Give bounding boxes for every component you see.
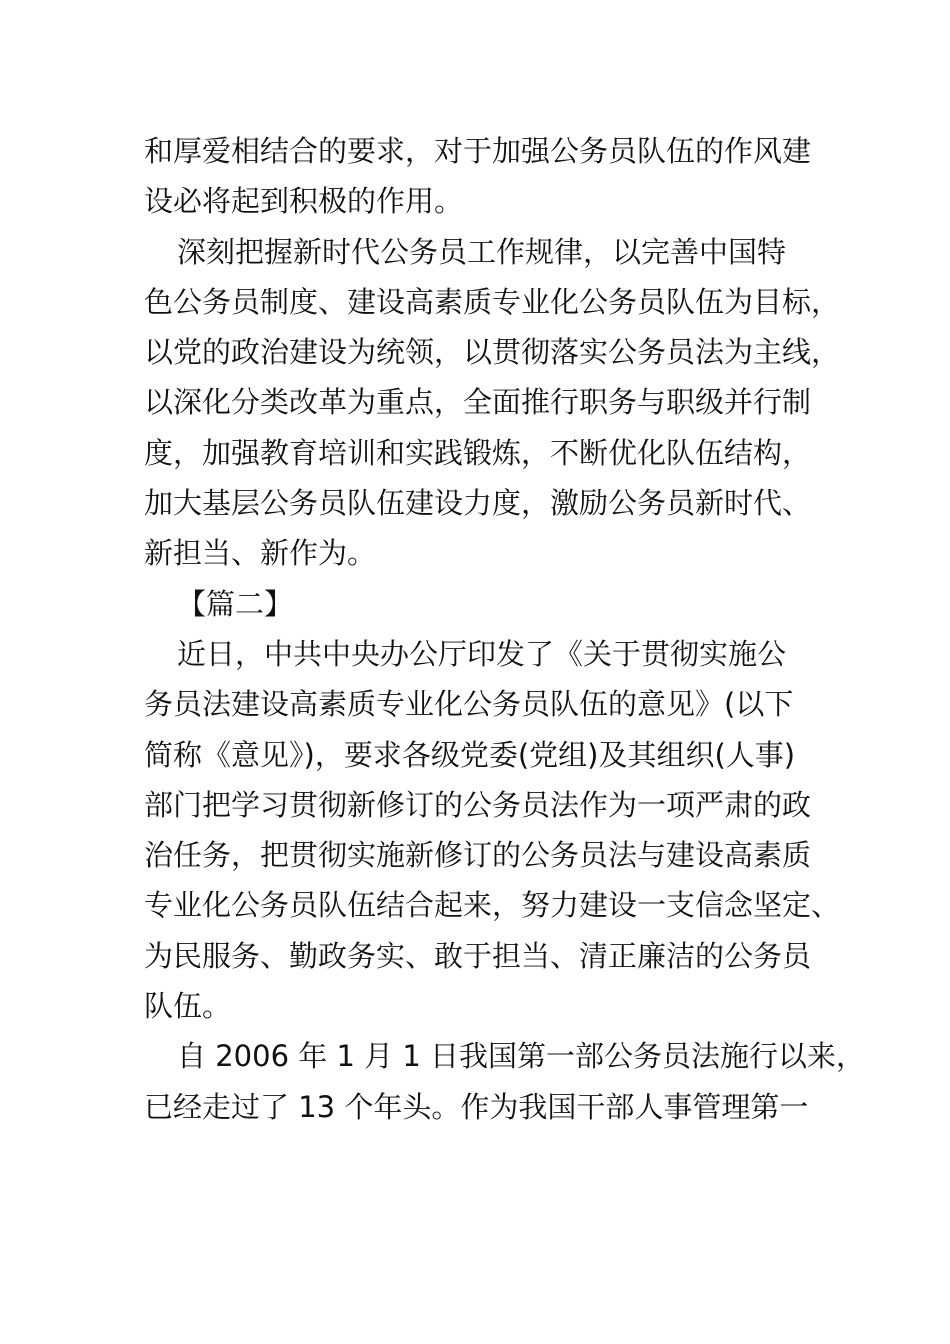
text-line: 为民服务、勤政务实、敢于担当、清正廉洁的公务员 — [144, 938, 812, 973]
text-line: 色公务员制度、建设高素质专业化公务员队伍为目标， — [144, 284, 841, 319]
paragraph-start-line: 自 2006 年 1 月 1 日我国第一部公务员法施行以来， — [177, 1039, 866, 1074]
section-heading: 【篇二】 — [177, 586, 294, 621]
text-line: 度，加强教育培训和实践锻炼，不断优化队伍结构， — [144, 435, 812, 470]
paragraph-start-line: 深刻把握新时代公务员工作规律，以完善中国特 — [177, 234, 787, 269]
text-line: 部门把学习贯彻新修订的公务员法作为一项严肃的政 — [144, 787, 812, 822]
text-line: 加大基层公务员队伍建设力度，激励公务员新时代、 — [144, 486, 812, 521]
text-line: 队伍。 — [144, 989, 232, 1024]
text-line: 专业化公务员队伍结合起来，努力建设一支信念坚定、 — [144, 888, 841, 923]
text-line: 治任务，把贯彻实施新修订的公务员法与建设高素质 — [144, 838, 812, 873]
text-line: 以党的政治建设为统领，以贯彻落实公务员法为主线， — [144, 335, 841, 370]
paragraph-start-line: 近日，中共中央办公厅印发了《关于贯彻实施公 — [177, 636, 787, 671]
text-line: 和厚爱相结合的要求，对于加强公务员队伍的作风建 — [144, 134, 812, 168]
text-line: 设必将起到积极的作用。 — [144, 184, 464, 219]
document-body — [144, 126, 866, 1132]
text-line: 新担当、新作为。 — [144, 536, 377, 571]
text-line: 务员法建设高素质专业化公务员队伍的意见》(以下 — [144, 687, 794, 722]
text-line: 以深化分类改革为重点，全面推行职务与职级并行制 — [144, 385, 812, 420]
text-line: 简称《意见》)，要求各级党委(党组)及其组织(人事) — [144, 737, 796, 772]
text-line: 已经走过了 13 个年头。作为我国干部人事管理第一 — [144, 1089, 809, 1124]
